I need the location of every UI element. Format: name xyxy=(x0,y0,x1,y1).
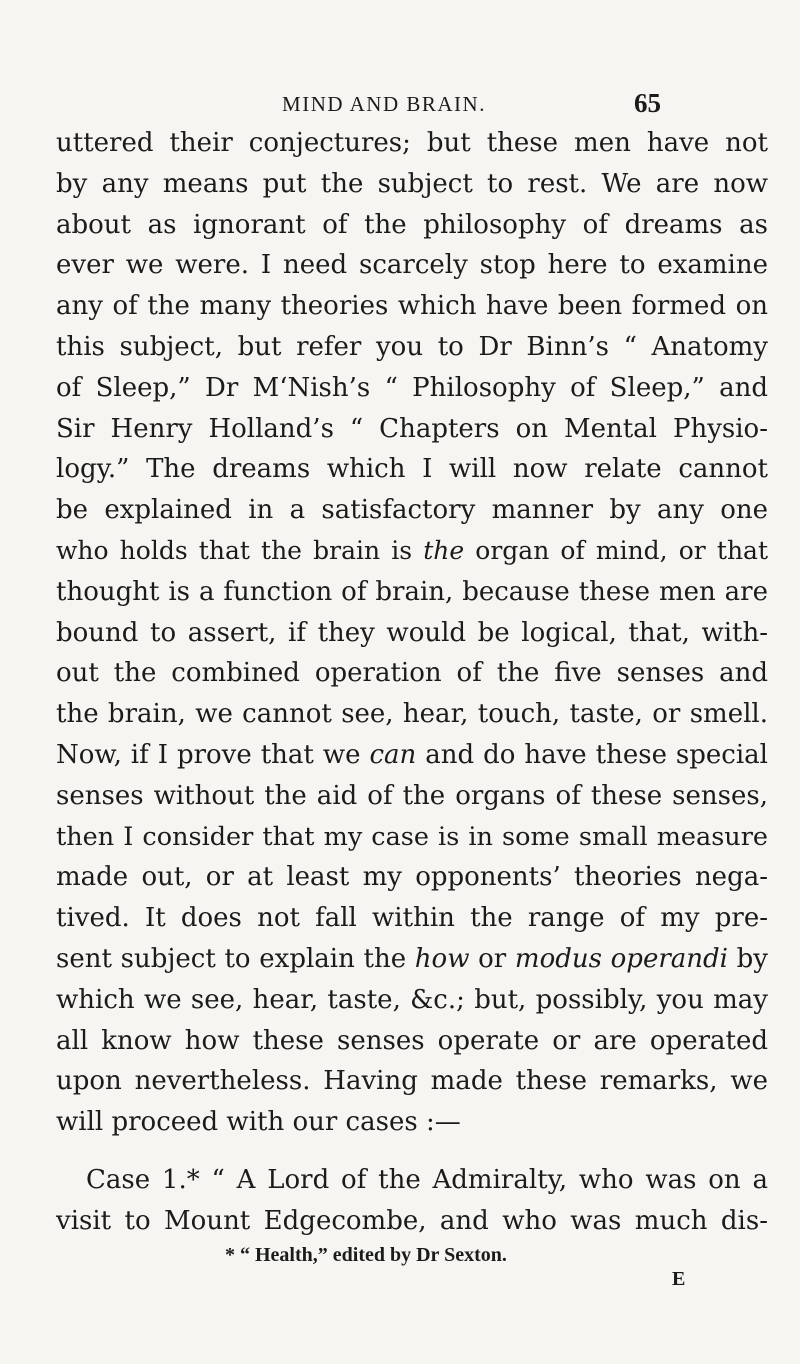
text-line: uttered their conjectures; but these men have not xyxy=(56,128,768,158)
text-line: all know how these senses operate or are operated xyxy=(56,1025,768,1056)
italic-text: can xyxy=(369,739,417,770)
text-line: upon nevertheless. Having made these remarks, we xyxy=(56,1066,768,1097)
text-line xyxy=(56,735,768,776)
text-segment: organ of mind, or that xyxy=(475,535,768,565)
text-line: this subject, but refer you to Dr Binn’s “ Anatomy xyxy=(56,331,768,362)
signature-mark: E xyxy=(672,1268,686,1290)
text-line: out the combined operation of the five senses and xyxy=(56,658,768,689)
text-line: any of the many theories which have been formed on xyxy=(56,291,768,322)
text-line: will proceed with our cases :— xyxy=(56,1107,461,1138)
text-line: visit to Mount Edgecombe, and who was much dis- xyxy=(56,1205,768,1236)
text-segment: who holds that the brain is xyxy=(56,535,413,565)
text-line: the brain, we cannot see, hear, touch, taste, or smell. xyxy=(56,699,768,730)
italic-text: the xyxy=(423,535,465,565)
text-line: be explained in a satisfactory manner by any one xyxy=(56,495,768,526)
text-line: then I consider that my case is in some small measure xyxy=(56,821,768,852)
text-line: about as ignorant of the philosophy of dreams as xyxy=(56,209,768,240)
text-segment: Now, if I prove that we xyxy=(56,739,361,770)
text-line: of Sleep,” Dr M‘Nish’s “ Philosophy of Sleep,” and xyxy=(56,372,768,403)
text-line: tived. It does not fall within the range of my pre- xyxy=(56,903,768,934)
text-line xyxy=(56,531,768,572)
italic-text: how xyxy=(414,943,470,974)
text-line: ever we were. I need scarcely stop here to examine xyxy=(56,250,768,281)
text-line: Case 1.* “ A Lord of the Admiralty, who was on a xyxy=(86,1164,768,1195)
paragraph-gap xyxy=(56,1143,768,1160)
text-line: logy.” The dreams which I will now relate cannot xyxy=(56,454,768,485)
text-segment: sent subject to explain the xyxy=(56,943,407,974)
text-line: thought is a function of brain, because these men are xyxy=(56,576,768,607)
text-line: by any means put the subject to rest. We are now xyxy=(56,168,768,199)
running-head: MIND AND BRAIN. xyxy=(282,92,486,116)
text-line xyxy=(56,939,768,980)
text-segment: by xyxy=(736,943,768,974)
page-number: 65 xyxy=(634,88,661,118)
italic-text: modus operandi xyxy=(514,943,728,974)
text-line: made out, or at least my opponents’ theories nega- xyxy=(56,862,768,893)
text-line: which we see, hear, taste, &c.; but, possibly, you may xyxy=(56,984,768,1015)
text-line: senses without the aid of the organs of these senses, xyxy=(56,780,768,811)
text-segment: and do have these special xyxy=(425,739,768,770)
text-segment: or xyxy=(478,943,507,974)
text-line: Sir Henry Holland’s “ Chapters on Mental Physio- xyxy=(56,413,768,444)
footnote: * “ Health,” edited by Dr Sexton. xyxy=(225,1244,507,1266)
text-line: bound to assert, if they would be logical, that, with- xyxy=(56,617,768,648)
body-text xyxy=(56,123,768,1242)
